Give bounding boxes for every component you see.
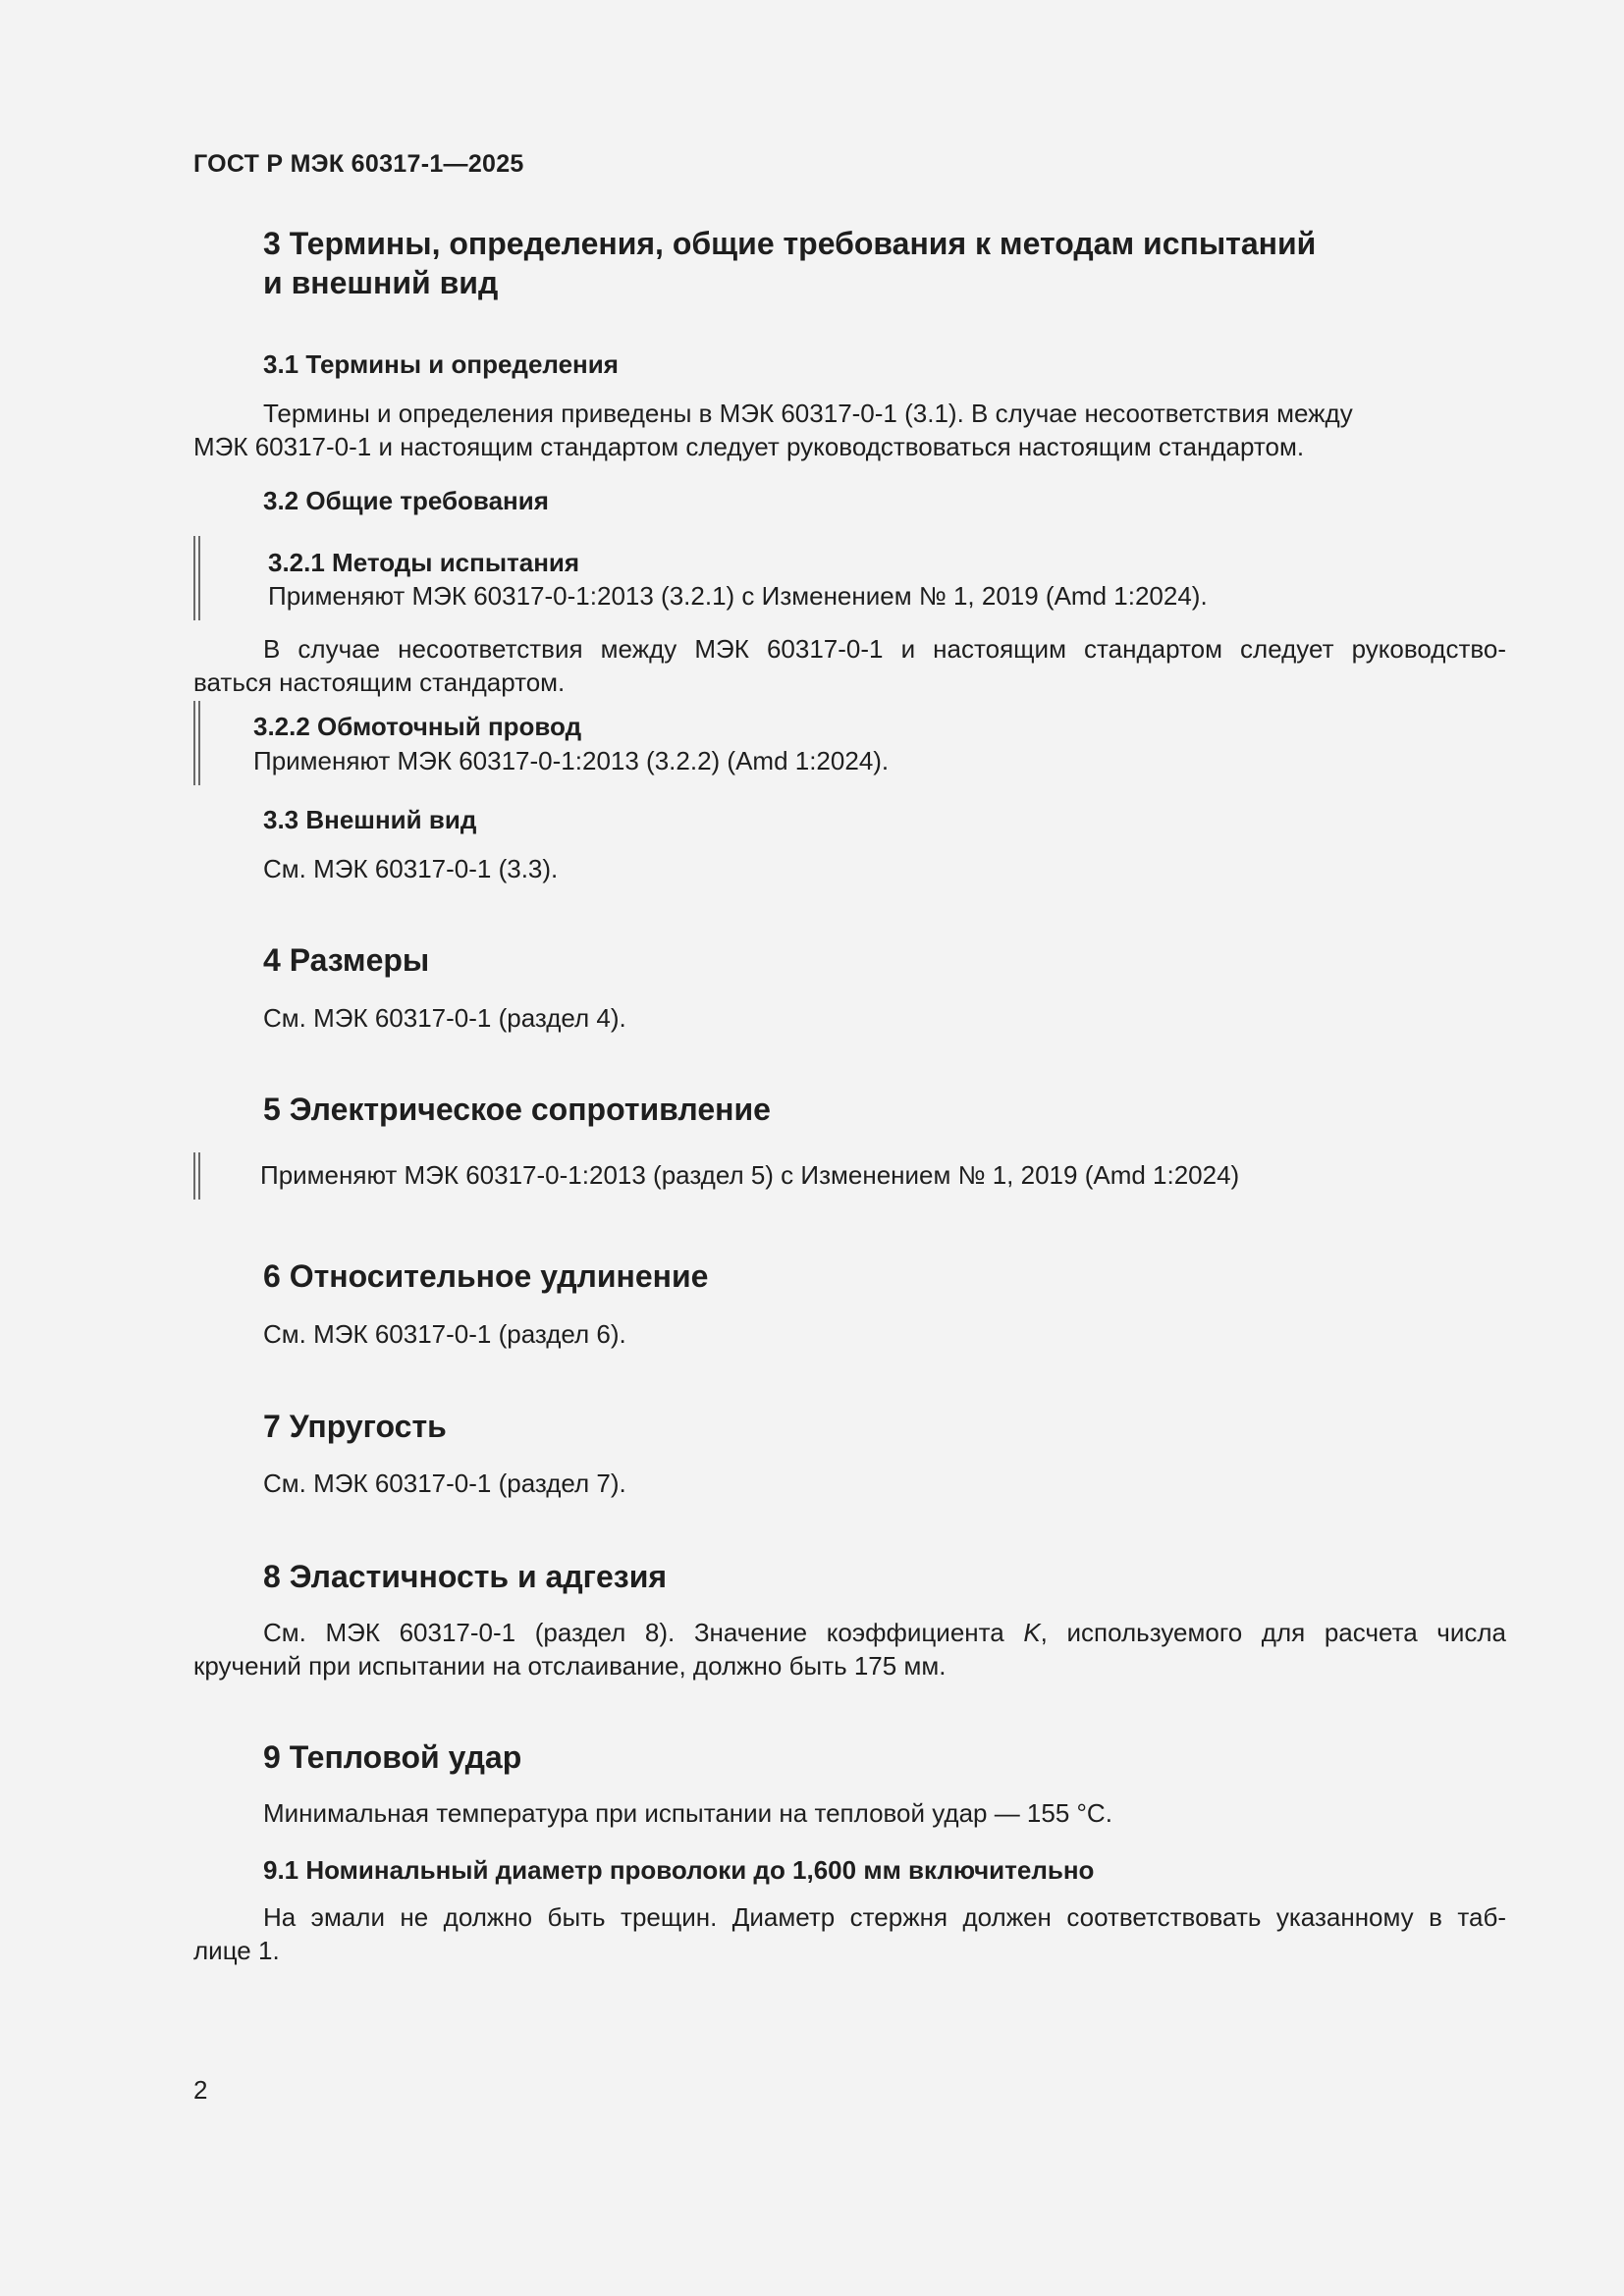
change-bar xyxy=(193,536,200,620)
section-4-text: См. МЭК 60317-0-1 (раздел 4). xyxy=(263,1003,626,1033)
document-header: ГОСТ Р МЭК 60317-1—2025 xyxy=(193,150,524,178)
section-3-3-title: 3.3 Внешний вид xyxy=(263,805,477,834)
page-number: 2 xyxy=(193,2075,208,2105)
section-9-title: 9 Тепловой удар xyxy=(263,1739,522,1775)
section-4-title: 4 Размеры xyxy=(263,942,430,978)
section-3-2-1-note-line2: ваться настоящим стандартом. xyxy=(193,667,566,697)
section-3-2-title: 3.2 Общие требования xyxy=(263,486,549,515)
section-3-1-text-line1: Термины и определения приведены в МЭК 60317-0-1 (3.1). В случае несоответствия между xyxy=(263,399,1353,428)
section-6-text: См. МЭК 60317-0-1 (раздел 6). xyxy=(263,1319,626,1349)
change-bar xyxy=(193,1152,200,1200)
section-9-text: Минимальная температура при испытании на тепловой удар — 155 °C. xyxy=(263,1798,1112,1828)
section-3-2-2-title: 3.2.2 Обмоточный провод xyxy=(253,712,582,741)
section-8-text-line1 xyxy=(263,1616,1506,1649)
section-8-title: 8 Эластичность и адгезия xyxy=(263,1559,668,1594)
section-5-text: Применяют МЭК 60317-0-1:2013 (раздел 5) с Изменением № 1, 2019 (Amd 1:2024) xyxy=(260,1160,1240,1190)
section-9-1-text-line1: На эмали не должно быть трещин. Диаметр стержня должен соответствовать указанному в таб- xyxy=(263,1902,1506,1932)
section-6-title: 6 Относительное удлинение xyxy=(263,1258,709,1294)
section-8-text-line2: кручений при испытании на отслаивание, должно быть 175 мм. xyxy=(193,1651,947,1681)
section-3-2-1-text: Применяют МЭК 60317-0-1:2013 (3.2.1) с Изменением № 1, 2019 (Amd 1:2024). xyxy=(268,581,1208,611)
section-9-1-title: 9.1 Номинальный диаметр проволоки до 1,600 мм включительно xyxy=(263,1855,1095,1885)
section-7-text: См. МЭК 60317-0-1 (раздел 7). xyxy=(263,1468,626,1498)
change-bar xyxy=(193,701,200,785)
section-3-2-2-text: Применяют МЭК 60317-0-1:2013 (3.2.2) (Amd 1:2024). xyxy=(253,746,890,775)
section-3-2-1-note-line1: В случае несоответствия между МЭК 60317-0-1 и настоящим стандартом следует руководство- xyxy=(263,634,1506,664)
section-3-1-text-line2: МЭК 60317-0-1 и настоящим стандартом следует руководствоваться настоящим стандартом. xyxy=(193,432,1305,461)
section-8-text-before-k: См. МЭК 60317-0-1 (раздел 8). Значение коэффициента xyxy=(263,1618,1024,1647)
section-5-title: 5 Электрическое сопротивление xyxy=(263,1092,771,1127)
section-3-1-title: 3.1 Термины и определения xyxy=(263,349,619,379)
section-7-title: 7 Упругость xyxy=(263,1409,447,1444)
section-3-title-line2: и внешний вид xyxy=(263,265,499,300)
section-3-2-1-title: 3.2.1 Методы испытания xyxy=(268,548,580,577)
section-3-title-line1: 3 Термины, определения, общие требования к методам испытаний xyxy=(263,226,1317,261)
coefficient-k: K xyxy=(1023,1618,1041,1647)
section-8-text-after-k: , используемого для расчета числа xyxy=(1040,1618,1506,1647)
section-3-3-text: См. МЭК 60317-0-1 (3.3). xyxy=(263,854,559,883)
section-9-1-text-line2: лице 1. xyxy=(193,1936,280,1965)
